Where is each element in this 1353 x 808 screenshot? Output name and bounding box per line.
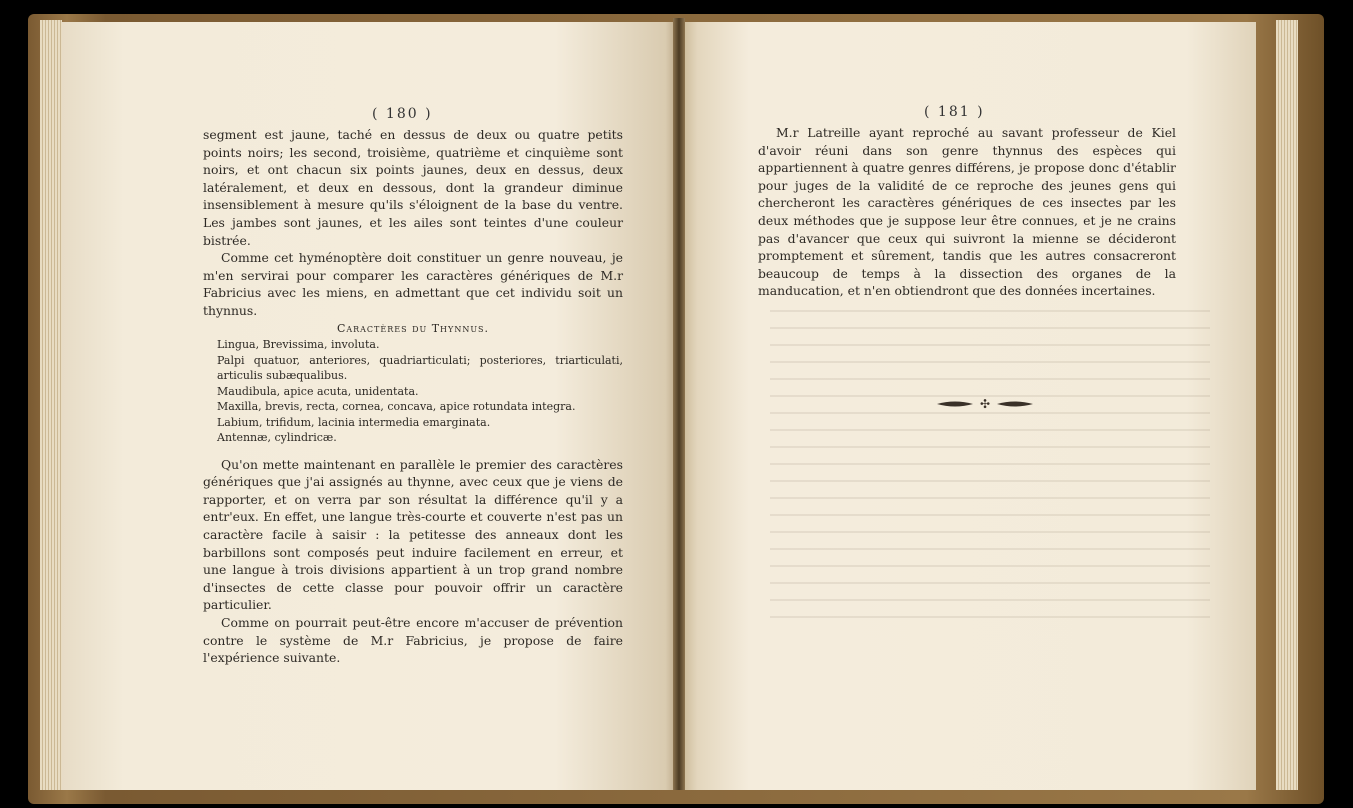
char-maxilla: Maxilla, brevis, recta, cornea, concava, apice rotundata integra. — [217, 400, 576, 414]
left-page-number: ( 180 ) — [372, 106, 433, 122]
char-mandibula: Maudibula, apice acuta, unidentata. — [217, 384, 419, 398]
left-para-2: Comme cet hyménoptère doit constituer un genre nouveau, je m'en servirai pour comparer les caractères génériques de M.r Fabricius avec les miens, en admettant que cet individu soit un thynnus. — [203, 250, 623, 318]
right-page-number: ( 181 ) — [924, 104, 985, 120]
right-page-edges — [1276, 20, 1298, 790]
svg-text:✣: ✣ — [979, 397, 991, 411]
char-lingua: Lingua, Brevissima, involuta. — [217, 338, 380, 352]
left-page-body — [203, 126, 623, 667]
book-gutter — [673, 18, 685, 790]
ornament-divider — [935, 395, 1035, 413]
right-page-body — [758, 124, 1176, 300]
section-title: Caractères du Thynnus. — [336, 321, 490, 335]
char-palpi: Palpi quatuor, anteriores, quadriarticulati; posteriores, triarticulati, articulis subæqualibus. — [217, 353, 623, 383]
left-para-4: Comme on pourrait peut-être encore m'accuser de prévention contre le système de M.r Fabricius, je propose de faire l'expérience suivante. — [203, 614, 623, 666]
char-antennae: Antennæ, cylindricæ. — [217, 431, 337, 445]
right-para-1: M.r Latreille ayant reproché au savant professeur de Kiel d'avoir réuni dans son genre thynnus des espèces qui appartiennent à quatre genres différens, je propose donc d'établir pour juges de la validité de ce reproche des jeunes gens qui chercheront les caractères génériques de ces insectes par les deux méthodes que je suppose leur être connues, et je ne crains pas d'avancer que ceux qui suivront la mienne se décideront promptement et sûrement, tandis que les autres consacreront beaucoup de temps à la dissection des organes de la manducation, et n'en obtiendront que des données incertaines. — [758, 125, 1176, 299]
left-para-1: segment est jaune, taché en dessus de deux ou quatre petits points noirs; les second, troisième, quatrième et cinquième sont noirs, et ont chacun six points jaunes, deux en dessus, deux latéralement, et deux en dessous, dont la grandeur diminue insensiblement à mesure qu'ils s'éloignent de la base du ventre. Les jambes sont jaunes, et les ailes sont teintes d'une couleur bistrée. — [203, 127, 623, 248]
char-labium: Labium, trifidum, lacinia intermedia emarginata. — [217, 415, 491, 429]
show-through-text — [770, 300, 1210, 630]
left-page-edges — [40, 20, 62, 790]
left-para-3: Qu'on mette maintenant en parallèle le premier des caractères génériques que j'ai assignés au thynne, avec ceux que je viens de rapporter, et on verra par son résultat la différence qu'il y a entr'eux. En effet, une langue très-courte et couverte n'est pas un caractère facile à saisir : la petitesse des anneaux dont les barbillons sont composés peut induire facilement en erreur, et une langue à trois divisions appartient à un trop grand nombre d'insectes de cette classe pour pouvoir offrir un caractère particulier. — [203, 456, 623, 613]
